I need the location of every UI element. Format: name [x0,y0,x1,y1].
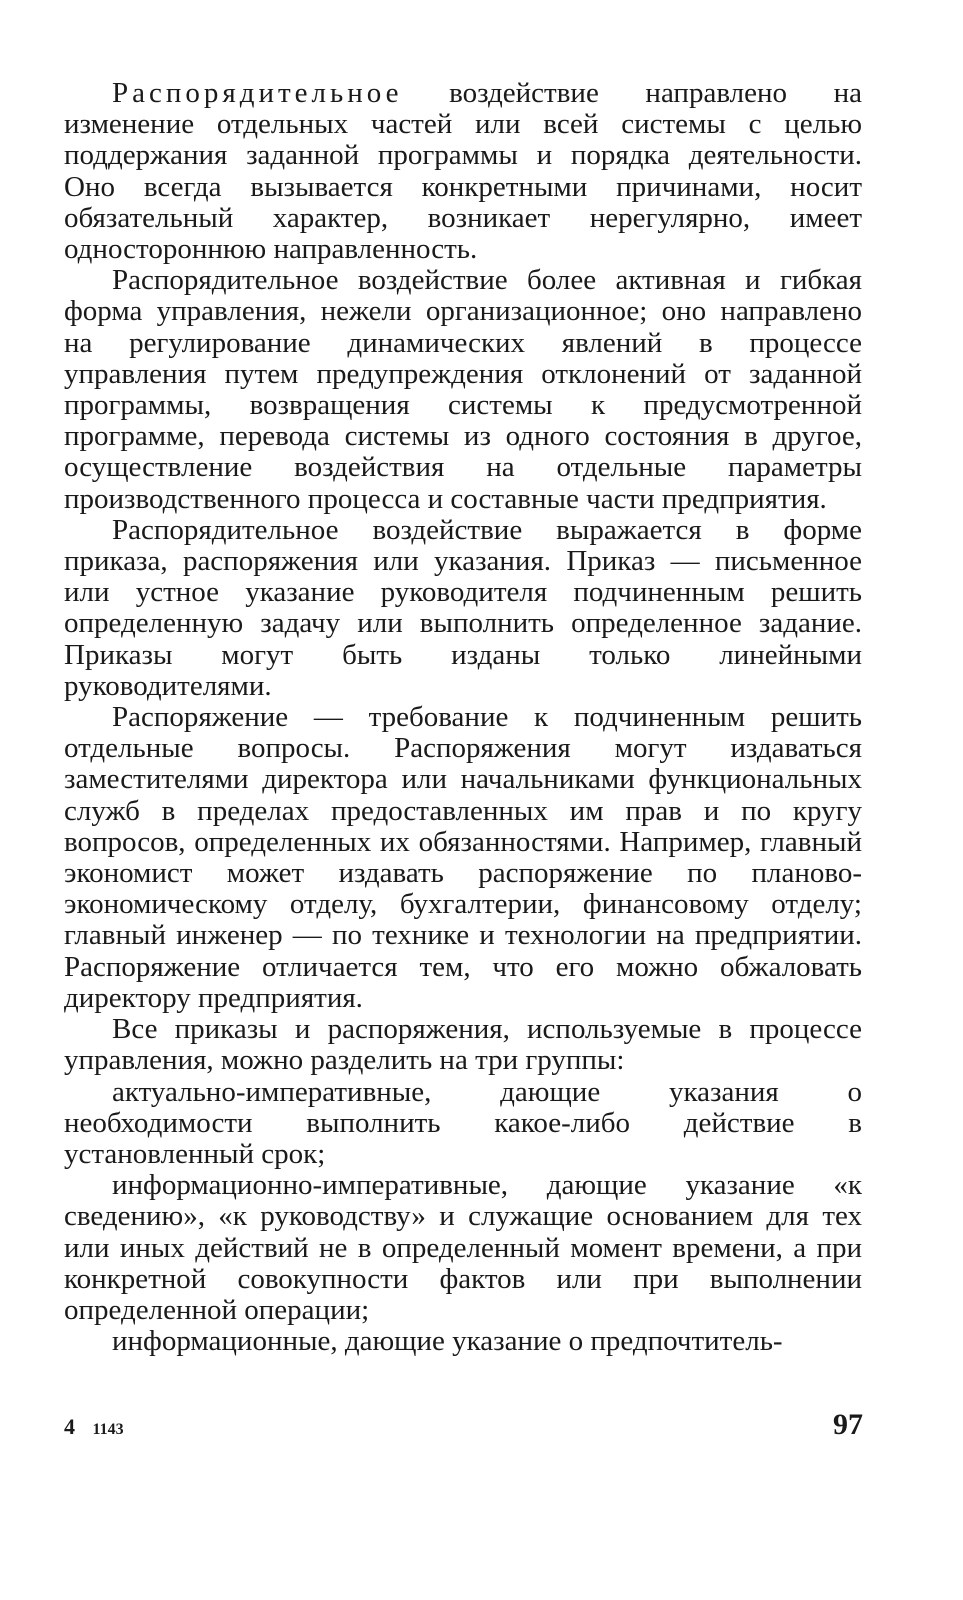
list-item-3: информационные, дающие указание о предпочтитель- [112,1325,783,1358]
printer-signature [64,1414,124,1440]
paragraph-5: Все приказы и распоряжения, используемые в процессе управления, можно разделить на три группы: [64,1013,862,1077]
list-item-1: актуально-императивные, дающие указания о необходимости выполнить какое-либо действие в установленный срок; [64,1075,862,1170]
signature-number: 4 [64,1414,75,1439]
page-number: 97 [833,1408,863,1441]
paragraph-3: Распорядительное воздействие выражается в форме приказа, распоряжения или указания. Приказ — письменное или устное указание руководителя подчиненным решить определенную задачу или выполнить определенное задание. Приказы могут быть изданы только линейными руководителями. [64,513,862,702]
paragraph-1-text: воздействие направлено на изменение отдельных частей или всей системы с целью поддержания заданной программы и порядка деятельности. Оно всегда вызывается конкретными причинами, носит обязательный характер, возникает нерегулярно, имеет одностороннюю направленность. [64,77,862,266]
page-body [64,78,862,1357]
emphasized-term: Распорядительное [112,77,403,109]
signature-code: 1143 [92,1421,124,1438]
paragraph-4: Распоряжение — требование к подчиненным решить отдельные вопросы. Распоряжения могут издаваться заместителями директора или начальниками функциональных служб в пределах предоставленных им прав и по кругу вопросов, определенных их обязанностями. Например, главный экономист может издавать распоряжение по планово-экономическому отделу, бухгалтерии, финансовому отделу; главный инженер — по технике и технологии на предприятии. Распоряжение отличается тем, что его можно обжаловать директору предприятия. [64,701,862,1014]
list-item-2: информационно-императивные, дающие указание «к сведению», «к руководству» и служащие основанием для тех или иных действий не в определенный момент времени, а при конкретной совокупности фактов или при выполнении определенной операции; [64,1169,862,1326]
paragraph-1 [64,78,862,265]
paragraph-2: Распорядительное воздействие более активная и гибкая форма управления, нежели организационное; оно направлено на регулирование динамических явлений в процессе управления путем предупреждения отклонений от заданной программы, возвращения системы к предусмотренной программе, перевода системы из одного состояния в другое, осуществление воздействия на отдельные параметры производственного процесса и составные части предприятия. [64,264,862,515]
